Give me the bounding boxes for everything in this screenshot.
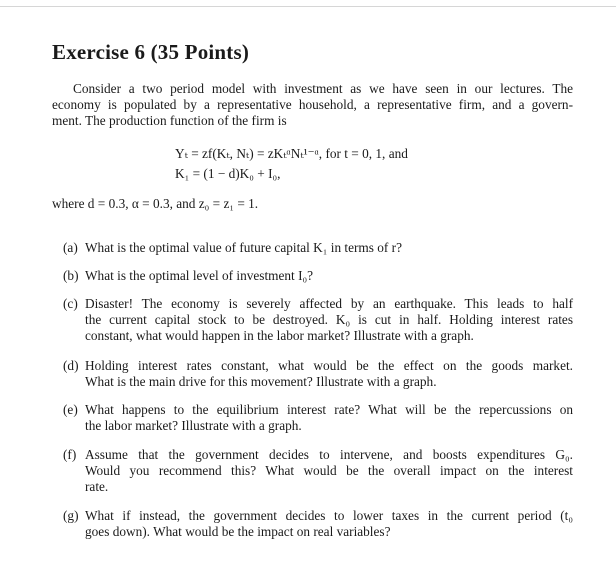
question-line: What is the optimal value of future capital K₁ in terms of r? — [85, 240, 403, 255]
question-line: the current capital stock to be destroyed. K₀ is cut in half. Holding interest rates — [85, 312, 573, 327]
question-line: What is the main drive for this movement? Illustrate with a graph. — [85, 374, 437, 389]
question-label: (e) — [63, 402, 78, 417]
question-label: (g) — [63, 508, 79, 523]
top-divider — [0, 6, 616, 7]
question-text — [85, 447, 573, 495]
question-label: (d) — [63, 358, 79, 373]
question-line: Holding interest rates constant, what would be the effect on the goods market. — [85, 358, 573, 373]
parameter-values: where d = 0.3, α = 0.3, and z₀ = z₁ = 1. — [52, 196, 259, 211]
production-function-equation: Yₜ = zf(Kₜ, Nₜ) = zKₜᵅNₜ¹⁻ᵅ, for t = 0, 1, and — [175, 146, 408, 161]
question-line: What happens to the equilibrium interest rate? What will be the repercussions on — [85, 402, 573, 417]
question-label: (b) — [63, 268, 79, 283]
question-text — [85, 296, 573, 344]
intro-line: economy is populated by a representative household, a representative firm, and a govern- — [52, 97, 573, 112]
intro-line: ment. The production function of the firm is — [52, 113, 287, 128]
question-text — [85, 268, 573, 284]
question-line: goes down). What would be the impact on real variables? — [85, 524, 391, 539]
question-label: (a) — [63, 240, 78, 255]
question-line: constant, what would happen in the labor market? Illustrate with a graph. — [85, 328, 474, 343]
question-line: Assume that the government decides to intervene, and boosts expenditures G₀. — [85, 447, 573, 462]
question-text — [85, 240, 573, 256]
question-line: What if instead, the government decides to lower taxes in the current period (t₀ — [85, 508, 573, 523]
question-label: (f) — [63, 447, 77, 462]
question-line: Would you recommend this? What would be the overall impact on the interest — [85, 463, 573, 478]
intro-line: Consider a two period model with investment as we have seen in our lectures. The — [73, 81, 573, 96]
intro-paragraph — [52, 81, 573, 129]
capital-accumulation-equation: K₁ = (1 − d)K₀ + I₀, — [175, 166, 281, 181]
question-line: the labor market? Illustrate with a graph. — [85, 418, 302, 433]
question-line: What is the optimal level of investment I₀? — [85, 268, 314, 283]
question-line: Disaster! The economy is severely affected by an earthquake. This leads to half — [85, 296, 573, 311]
question-text — [85, 508, 573, 540]
question-label: (c) — [63, 296, 78, 311]
exercise-title: Exercise 6 (35 Points) — [52, 40, 250, 64]
question-text — [85, 358, 573, 390]
question-text — [85, 402, 573, 434]
question-line: rate. — [85, 479, 109, 494]
